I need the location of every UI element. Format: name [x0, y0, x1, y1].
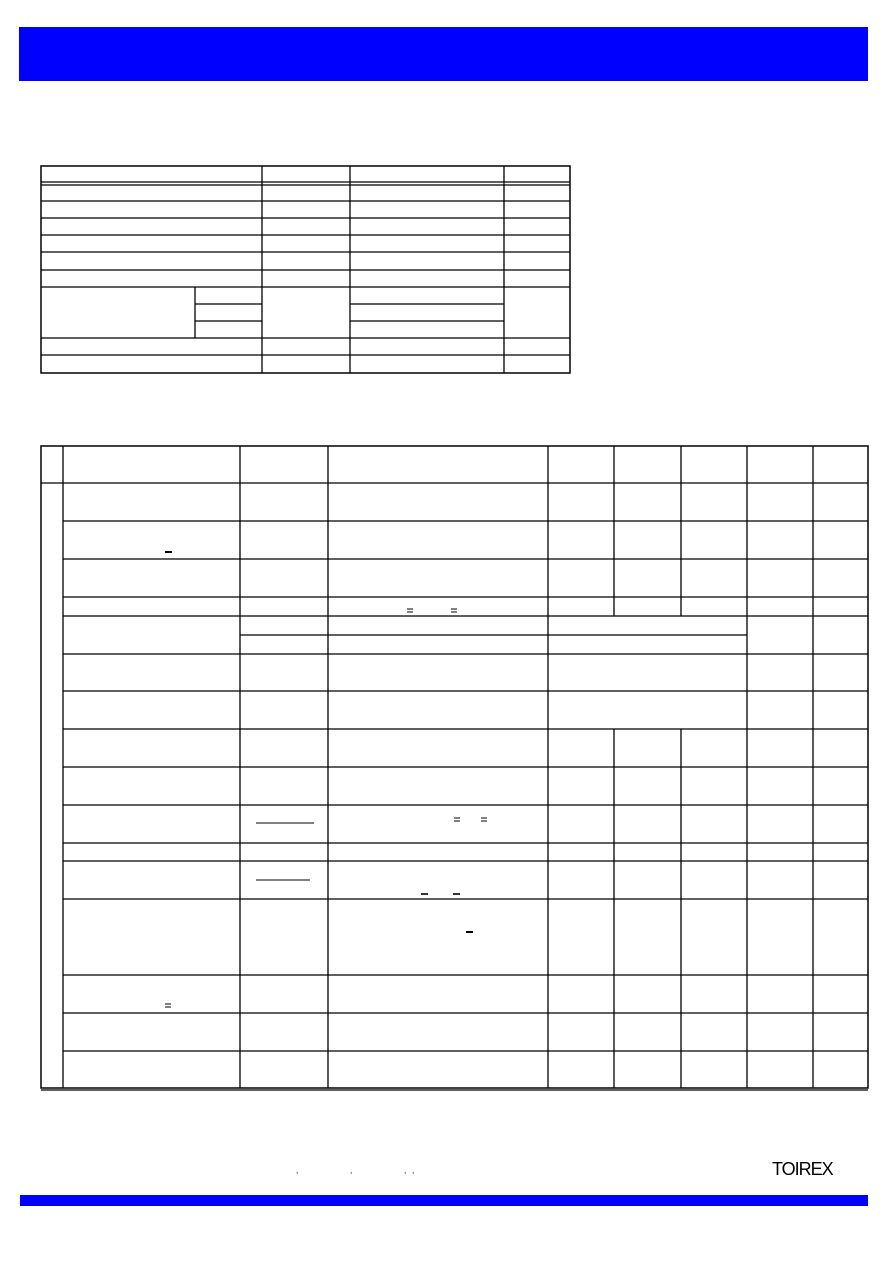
- footer-bar: [20, 1195, 868, 1206]
- torex-logo: TOIREX: [772, 1159, 833, 1179]
